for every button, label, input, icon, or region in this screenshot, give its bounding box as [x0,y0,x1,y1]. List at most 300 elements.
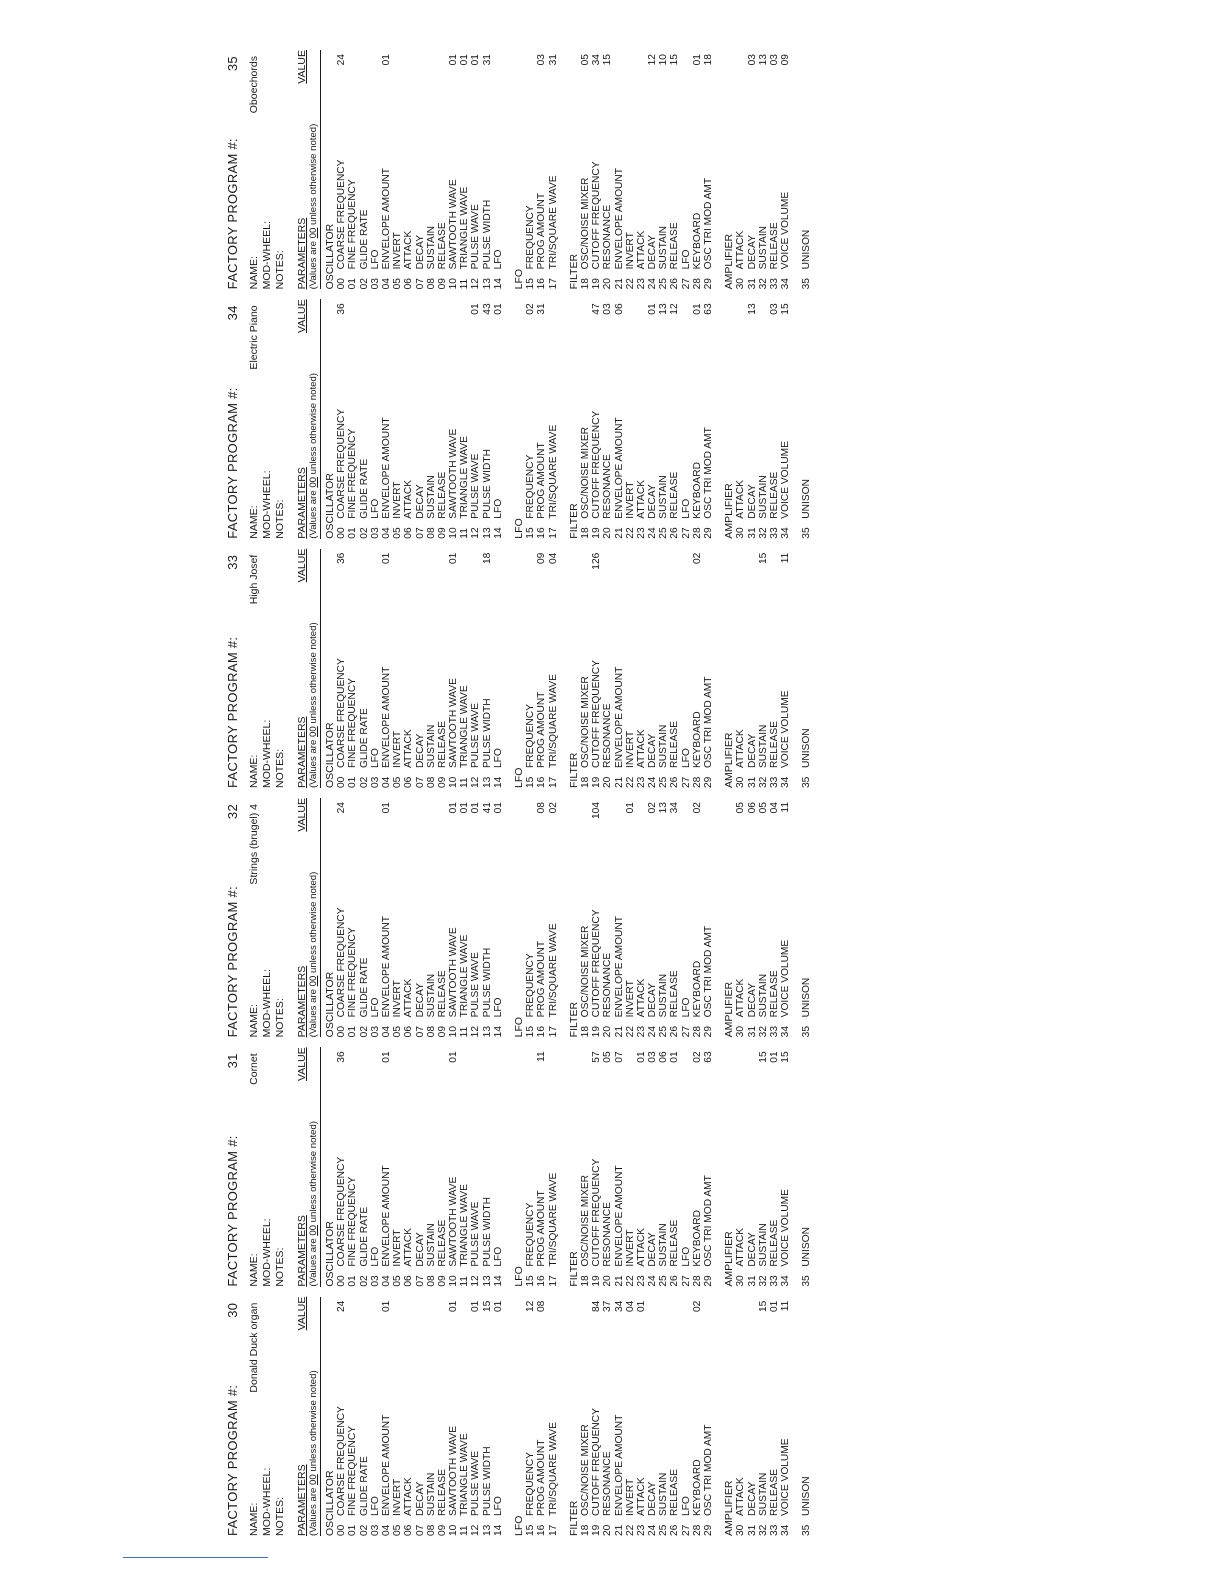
values-note-zero: 00 [308,227,319,239]
parameter-number: 24 [647,1524,659,1536]
parameter-row [780,50,791,289]
parameter-name: ATTACK [735,1477,747,1516]
program-title: FACTORY PROGRAM #: [225,1135,240,1287]
parameter-number: 06 [403,1026,415,1038]
parameter-number: 27 [680,527,692,539]
parameter-name: OSC/NOISE MIXER [579,925,591,1018]
parameters-header [296,50,308,289]
parameter-number: 27 [680,278,692,290]
parameter-name: INVERT [624,1229,636,1267]
parameter-name: GLIDE RATE [358,1206,370,1267]
parameter-number: 00 [336,278,348,290]
parameter-value: 05 [757,802,769,814]
rotated-page-content [222,46,992,1542]
parameter-value: 01 [492,1300,504,1313]
parameter-number: 26 [669,527,681,539]
program-meta [248,299,292,538]
parameter-value [403,1297,414,1327]
parameter-name: FREQUENCY [525,704,537,769]
parameter-value [580,1297,591,1327]
parameter-name: CUTOFF FREQUENCY [591,161,603,270]
parameter-value: 05 [579,54,591,66]
parameter-value [470,1047,481,1077]
parameter-name: INVERT [624,1478,636,1516]
parameter-number: 11 [459,1525,471,1536]
parameter-value [636,798,647,828]
parameter-row [470,299,481,538]
parameter-number: 31 [746,278,758,290]
parameter-row [347,798,358,1037]
parameter-row [647,1047,658,1286]
parameter-row [801,549,812,788]
parameter-number: 03 [369,1524,381,1536]
parameter-number: 27 [680,776,692,789]
parameter-row [415,798,426,1037]
parameter-row [614,798,625,1037]
parameter-name: PULSE WIDTH [481,1197,493,1267]
parameter-value [437,549,448,579]
parameter-value [801,299,812,329]
lfo-title: LFO [513,518,526,539]
parameter-name: DECAY [414,733,426,769]
parameter-row [482,299,493,538]
mod-wheel-label: MOD-WHEEL: [261,221,273,290]
parameter-row [636,549,647,788]
parameter-name: ENVELOPE AMOUNT [380,1165,392,1267]
program-sheet [222,794,992,1043]
parameter-name: TRI/SQUARE WAVE [547,1172,559,1267]
parameter-value [636,299,647,329]
parameter-row [403,549,414,788]
parameter-name: VOICE VOLUME [780,191,792,270]
parameter-name: ATTACK [403,978,415,1018]
name-label: NAME: [248,1004,260,1038]
parameter-value: 01 [669,1051,681,1063]
parameter-value: 01 [769,1051,780,1063]
parameter-number: 14 [492,1524,504,1536]
parameter-row [625,299,636,538]
parameter-value: 37 [602,1300,614,1313]
parameter-row [647,798,658,1037]
parameter-row [437,299,448,538]
parameter-name: RELEASE [669,1469,681,1516]
parameter-row [459,50,470,289]
notes-label: NOTES: [274,499,286,539]
parameter-value: 04 [547,552,559,565]
parameter-row [602,1297,613,1536]
parameter-number: 26 [669,776,681,789]
parameter-value: 15 [780,1051,792,1063]
parameter-number: 30 [735,527,747,539]
parameter-value: 08 [536,1300,548,1313]
parameter-name: DECAY [414,983,426,1018]
values-note [308,1047,321,1286]
parameter-value: 07 [613,1051,625,1063]
values-note [308,549,321,788]
parameter-number: 10 [448,776,460,789]
parameter-row [669,299,680,538]
parameter-name: RELEASE [436,970,448,1018]
parameter-value [470,549,481,579]
parameter-name: PULSE WIDTH [481,1446,493,1516]
parameter-number: 33 [769,776,780,789]
parameter-row [347,50,358,289]
values-note-prefix: (Values are [308,238,319,290]
parameter-number: 10 [448,527,460,539]
parameter-name: RELEASE [769,471,780,519]
parameter-number: 04 [380,1026,392,1038]
parameter-row [381,798,392,1037]
parameter-value: 47 [591,303,603,315]
parameter-row [359,798,370,1037]
parameter-row [403,1297,414,1536]
mod-wheel-label: MOD-WHEEL: [261,969,273,1038]
parameters-label: PARAMETERS [296,716,308,789]
parameter-number: 24 [647,1275,659,1287]
parameter-value: 01 [470,802,482,814]
parameter-number: 19 [591,776,603,789]
parameter-row [735,299,746,538]
values-note-suffix: unless otherwise noted) [308,871,319,976]
parameter-name: LFO [369,1496,381,1516]
program-sheet [222,545,992,794]
program-meta [248,549,292,788]
parameter-number: 16 [536,1026,548,1038]
parameter-row [758,798,769,1037]
parameter-number: 31 [746,1275,758,1287]
parameter-name: COARSE FREQUENCY [336,408,348,519]
parameter-value: 01 [448,552,460,565]
parameter-number: 32 [757,1275,769,1287]
parameters-header [296,798,308,1037]
parameter-number: 18 [579,527,591,539]
parameter-name: LFO [680,249,692,270]
program-name: Oboechords [248,56,260,114]
parameter-row [747,798,758,1037]
parameter-row [392,50,403,289]
parameter-number: 20 [602,1026,614,1038]
values-note-prefix: (Values are [308,1484,319,1536]
parameter-row [801,798,812,1037]
parameter-name: RELEASE [669,970,681,1018]
parameter-value: 09 [536,552,548,565]
parameter-value: 10 [658,54,670,66]
parameter-number: 20 [602,527,614,539]
parameter-row [403,50,414,289]
parameter-row [769,299,780,538]
parameter-name: ATTACK [403,729,415,769]
parameter-name: FINE FREQUENCY [347,179,359,270]
parameter-number: 19 [591,1524,603,1536]
parameter-value: 11 [780,1300,792,1312]
parameter-row [437,549,448,788]
parameter-row [370,549,381,788]
parameter-row [459,1297,470,1536]
parameter-number: 34 [780,527,792,539]
parameter-name: SUSTAIN [425,1472,437,1516]
parameter-row [602,1047,613,1286]
program-header [222,549,246,788]
parameter-number: 11 [459,1026,471,1038]
parameter-number: 03 [369,278,381,290]
parameter-name: LFO [492,1246,504,1267]
parameter-value: 01 [380,552,392,565]
parameter-number: 07 [414,1275,426,1287]
parameter-row [769,798,780,1037]
parameter-name: TRIANGLE WAVE [459,1184,471,1267]
parameter-value: 01 [470,1300,482,1313]
notes-label: NOTES: [274,748,286,789]
parameter-number: 28 [691,278,703,290]
parameter-value [602,798,613,828]
parameter-number: 03 [369,527,381,539]
parameter-number: 19 [591,278,603,290]
parameter-row [426,1047,437,1286]
parameter-number: 07 [414,1026,426,1038]
parameter-value: 36 [336,303,348,315]
parameter-row [525,798,536,1037]
parameter-name: LFO [369,748,381,769]
parameter-value [801,1297,812,1327]
parameter-number: 35 [801,1524,813,1536]
parameter-number: 08 [425,1524,437,1536]
parameter-name: ATTACK [403,1227,415,1267]
parameter-name: COARSE FREQUENCY [336,1406,348,1516]
parameter-row [525,549,536,788]
parameter-value [669,549,680,579]
parameter-row [459,299,470,538]
parameter-number: 07 [414,776,426,789]
parameter-value: 15 [602,54,614,66]
parameter-value [347,299,358,329]
parameter-value: 03 [647,1051,659,1063]
parameter-number: 08 [425,1026,437,1038]
parameter-row [548,1047,559,1286]
oscillator-title: OSCILLATOR [324,473,336,539]
parameter-number: 28 [691,1524,703,1536]
parameter-value: 84 [591,1300,603,1313]
parameter-name: SUSTAIN [757,1223,769,1267]
parameter-value: 01 [380,54,392,66]
parameter-number: 10 [448,1026,460,1038]
parameter-row [801,50,812,289]
parameter-row [415,50,426,289]
parameter-number: 28 [691,1026,703,1038]
filter-section [569,549,714,788]
parameter-number: 10 [448,1275,460,1287]
parameter-value [703,549,714,579]
parameter-row [470,1297,481,1536]
filter-title: FILTER [567,503,580,539]
amplifier-title: AMPLIFIER [723,233,736,290]
parameter-number: 35 [801,278,813,290]
lfo-section [514,798,559,1037]
parameter-value [426,549,437,579]
parameter-value [493,549,504,579]
parameter-name: PROG AMOUNT [536,1439,548,1516]
filter-title: FILTER [567,1251,580,1287]
parameter-value [625,50,636,80]
parameter-number: 13 [481,527,493,539]
parameter-name: SUSTAIN [425,225,437,270]
parameter-value [548,1297,559,1327]
parameter-name: VOICE VOLUME [780,1438,792,1516]
parameter-number: 32 [757,776,769,789]
parameter-name: COARSE FREQUENCY [336,1156,348,1267]
parameter-number: 24 [647,1026,659,1038]
values-note [308,1297,321,1536]
parameter-value [681,798,692,828]
parameter-value: 01 [380,802,392,814]
parameter-name: RELEASE [769,721,780,769]
parameter-row [591,798,602,1037]
parameter-number: 15 [525,1524,537,1536]
parameter-name: ENVELOPE AMOUNT [380,916,392,1018]
parameter-row [525,299,536,538]
parameter-number: 31 [746,527,758,539]
parameter-name: OSC TRI MOD AMT [703,1424,715,1516]
parameter-name: ENVELOPE AMOUNT [380,666,392,769]
parameter-name: TRI/SQUARE WAVE [547,674,559,769]
parameter-name: SUSTAIN [658,724,670,769]
parameter-row [647,299,658,538]
parameter-value: 01 [691,303,703,315]
parameter-name: OSC/NOISE MIXER [579,676,591,769]
parameter-row [591,1047,602,1286]
parameter-value [426,798,437,828]
parameter-name: RELEASE [669,721,681,769]
parameter-name: DECAY [414,1232,426,1267]
parameter-number: 15 [525,1026,537,1038]
parameter-value [625,1047,636,1077]
parameter-name: PULSE WAVE [470,952,482,1018]
oscillator-section [325,299,504,538]
parameter-value [415,299,426,329]
parameter-name: ATTACK [735,729,747,769]
parameter-number: 08 [425,776,437,789]
parameter-value: 34 [591,54,603,66]
parameter-row [437,1047,448,1286]
parameter-number: 27 [680,1275,692,1287]
parameter-row [470,1047,481,1286]
parameter-name: ATTACK [635,480,647,519]
parameter-number: 13 [481,1275,493,1287]
parameter-value [747,1047,758,1077]
parameter-number: 33 [769,527,780,539]
values-note-prefix: (Values are [308,1235,319,1287]
parameter-row [614,50,625,289]
parameter-row [548,549,559,788]
parameter-row [448,798,459,1037]
parameter-row [703,549,714,788]
parameter-value [735,50,746,80]
parameter-name: LFO [492,997,504,1018]
parameter-value: 15 [757,1300,769,1313]
parameter-value [735,549,746,579]
parameter-name: KEYBOARD [691,212,703,270]
parameter-name: DECAY [746,1232,758,1267]
lfo-section [514,50,559,289]
parameter-row [580,50,591,289]
parameter-row [347,1297,358,1536]
parameter-row [482,1047,493,1286]
parameter-number: 02 [358,527,370,539]
program-header [222,1047,246,1286]
parameter-row [591,1297,602,1536]
parameter-row [602,50,613,289]
parameter-name: FINE FREQUENCY [347,927,359,1018]
parameter-number: 34 [780,278,792,290]
parameter-name: FINE FREQUENCY [347,1426,359,1516]
oscillator-title: OSCILLATOR [324,722,336,789]
parameter-row [482,549,493,788]
parameter-row [482,1297,493,1536]
parameter-value [548,1047,559,1077]
values-note [308,50,321,289]
parameter-name: DECAY [414,484,426,519]
parameter-value: 01 [448,1300,460,1313]
parameter-row [359,299,370,538]
parameter-row [591,299,602,538]
parameter-row [735,549,746,788]
lfo-section [514,549,559,788]
parameter-name: INVERT [392,1478,404,1516]
parameter-row [448,299,459,538]
parameter-number: 06 [403,776,415,789]
parameter-number: 19 [591,527,603,539]
parameter-name: ENVELOPE AMOUNT [613,916,625,1018]
parameter-name: PULSE WAVE [470,453,482,519]
parameter-value [758,299,769,329]
parameter-row [602,299,613,538]
parameter-number: 01 [347,278,359,290]
value-label: VALUE [296,50,308,84]
parameter-row [548,299,559,538]
parameter-row [359,1297,370,1536]
parameters-header [296,1047,308,1286]
parameter-name: PULSE WAVE [470,1450,482,1516]
parameter-row [459,549,470,788]
parameter-value [747,1297,758,1327]
parameter-row [758,299,769,538]
parameter-name: FREQUENCY [525,953,537,1018]
parameter-row [470,50,481,289]
parameter-name: LFO [492,498,504,519]
parameter-value [614,50,625,80]
oscillator-section [325,1297,504,1536]
parameter-number: 05 [392,1026,404,1038]
parameter-row [448,549,459,788]
parameter-value: 03 [536,54,548,66]
parameter-number: 22 [624,1275,636,1287]
parameter-number: 24 [647,527,659,539]
parameter-row [614,549,625,788]
oscillator-section [325,549,504,788]
parameter-number: 35 [801,1026,813,1038]
name-label: NAME: [248,505,260,539]
parameter-row [392,1297,403,1536]
parameter-row [493,1047,504,1286]
parameter-number: 00 [336,776,348,789]
parameter-row [703,299,714,538]
parameter-name: DECAY [414,1481,426,1516]
parameter-row [415,549,426,788]
parameter-name: UNISON [801,229,813,270]
parameter-value [801,1047,812,1077]
parameter-row [692,50,703,289]
parameter-number: 16 [536,1524,548,1536]
parameter-name: INVERT [392,481,404,519]
